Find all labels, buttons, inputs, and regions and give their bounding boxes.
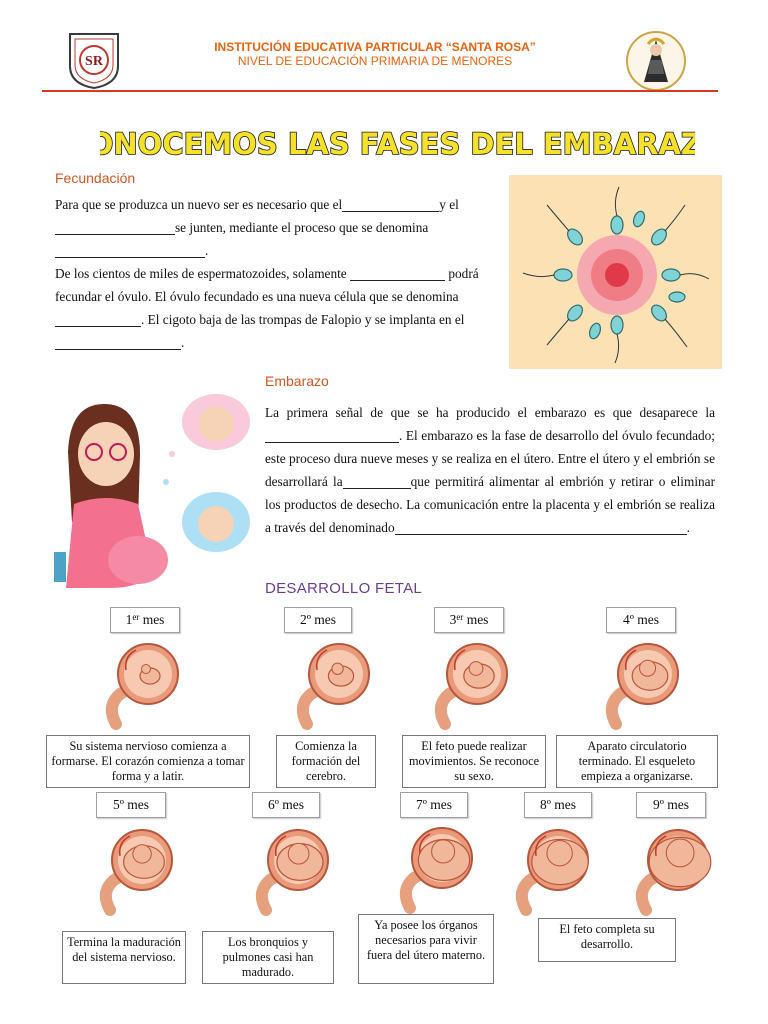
month-label <box>434 607 504 633</box>
month-word: mes <box>139 612 165 627</box>
school-name: INSTITUCIÓN EDUCATIVA PARTICULAR “SANTA ROSA” <box>214 40 536 54</box>
month-ordinal: er <box>132 612 140 622</box>
embarazo-paragraph <box>265 401 715 539</box>
month-word: mes <box>550 797 577 812</box>
month-number: 8º <box>539 797 551 812</box>
blank-ovulo[interactable] <box>342 198 439 212</box>
month-number: 6º <box>267 797 279 812</box>
emb-text-2: . El embarazo es la fase de desarrollo del óvulo fecundado; este proceso dura nueve meses y se realiza en el útero. Entre el útero y el embrión se desarrollará la <box>265 428 715 489</box>
fetus-in-womb-illustration <box>390 820 480 920</box>
fertilization-illustration <box>509 175 722 369</box>
fetus-in-womb-illustration <box>626 822 716 922</box>
month-caption: Su sistema nervioso comienza a formarse. El corazón comienza a tomar forma y a latir. <box>46 735 250 788</box>
blank-espermatozoide[interactable] <box>55 221 175 235</box>
month-word: mes <box>663 797 690 812</box>
month-word: mes <box>633 612 660 627</box>
fetus-in-womb-illustration <box>287 636 377 736</box>
month-label <box>636 792 706 818</box>
fetus-in-womb-illustration <box>425 636 515 736</box>
month-number: 2º <box>299 612 311 627</box>
month-number: 7º <box>415 797 427 812</box>
emb-text-1: La primera señal de que se ha producido el embarazo es que desaparece la <box>265 405 715 420</box>
month-caption: El feto completa su desarrollo. <box>538 918 676 962</box>
month-number: 3 <box>449 612 457 627</box>
month-caption: Ya posee los órganos necesarios para vivir fuera del útero materno. <box>358 914 494 984</box>
blank-cigoto[interactable] <box>55 313 141 327</box>
fetus-in-womb-illustration <box>96 636 186 736</box>
saint-image-logo <box>624 30 688 92</box>
heading-desarrollo-fetal: DESARROLLO FETAL <box>265 580 423 597</box>
fec-text-8: . <box>181 335 185 350</box>
fec-text-2: y el <box>439 197 459 212</box>
header-divider <box>42 90 718 92</box>
fetus-in-womb-illustration <box>90 822 180 922</box>
month-label <box>96 792 166 818</box>
month-caption: Termina la maduración del sistema nervioso. <box>62 931 186 984</box>
fetus-in-womb-illustration <box>246 822 336 922</box>
month-label <box>400 792 468 818</box>
month-caption: El feto puede realizar movimientos. Se reconoce su sexo. <box>402 735 546 788</box>
month-number: 5º <box>112 797 124 812</box>
blank-uno[interactable] <box>350 267 445 281</box>
svg-text:SR: SR <box>85 54 103 69</box>
pregnant-woman-illustration <box>48 392 252 592</box>
month-caption: Los bronquios y pulmones casi han madurado. <box>202 931 334 984</box>
month-word: mes <box>426 797 453 812</box>
month-label <box>110 607 180 633</box>
month-number: 9º <box>652 797 664 812</box>
fec-text-6: podrá fecundar el óvulo. El óvulo fecundado es una nueva célula que se denomina <box>55 266 479 304</box>
main-title <box>100 118 695 166</box>
month-caption: Aparato circulatorio terminado. El esqueleto empieza a organizarse. <box>556 735 718 788</box>
month-label <box>284 607 352 633</box>
month-number: 1 <box>125 612 133 627</box>
heading-fecundacion: Fecundación <box>55 170 136 186</box>
month-word: mes <box>278 797 305 812</box>
month-word: mes <box>123 797 150 812</box>
blank-cordon[interactable] <box>395 521 687 535</box>
fec-text-5: De los cientos de miles de espermatozoides, solamente <box>55 266 347 281</box>
emb-text-3: que permitirá alimentar al embrión y retirar o eliminar los productos de desecho. La comunicación entre la placenta y el embrión se realiza a través del denominado <box>265 474 715 535</box>
month-label <box>252 792 320 818</box>
blank-proceso[interactable] <box>55 244 205 258</box>
svg-text:CONOCEMOS LAS FASES DEL EMBARA: CONOCEMOS LAS FASES DEL EMBARAZO <box>100 127 695 161</box>
emb-text-4: . <box>686 520 690 535</box>
month-label <box>524 792 592 818</box>
fec-text-4: . <box>205 243 209 258</box>
month-word: mes <box>310 612 337 627</box>
blank-utero[interactable] <box>55 336 181 350</box>
fec-text-1: Para que se produzca un nuevo ser es necesario que el <box>55 197 343 212</box>
fec-text-7: . El cigoto baja de las trompas de Falopio y se implanta en el <box>141 312 465 327</box>
month-word: mes <box>463 612 489 627</box>
fec-text-3: se junten, mediante el proceso que se denomina <box>175 220 429 235</box>
month-ordinal: er <box>456 612 464 622</box>
fetus-in-womb-illustration <box>596 636 686 736</box>
fetus-in-womb-illustration <box>506 822 596 922</box>
fecundacion-paragraph <box>55 193 500 354</box>
month-number: 4º <box>622 612 634 627</box>
blank-menstruacion[interactable] <box>265 429 399 443</box>
month-label <box>606 607 676 633</box>
school-crest-logo <box>66 30 122 90</box>
heading-embarazo: Embarazo <box>265 373 329 389</box>
blank-placenta[interactable] <box>343 475 411 489</box>
month-caption: Comienza la formación del cerebro. <box>276 735 376 788</box>
school-level: NIVEL DE EDUCACIÓN PRIMARIA DE MENORES <box>237 54 513 68</box>
